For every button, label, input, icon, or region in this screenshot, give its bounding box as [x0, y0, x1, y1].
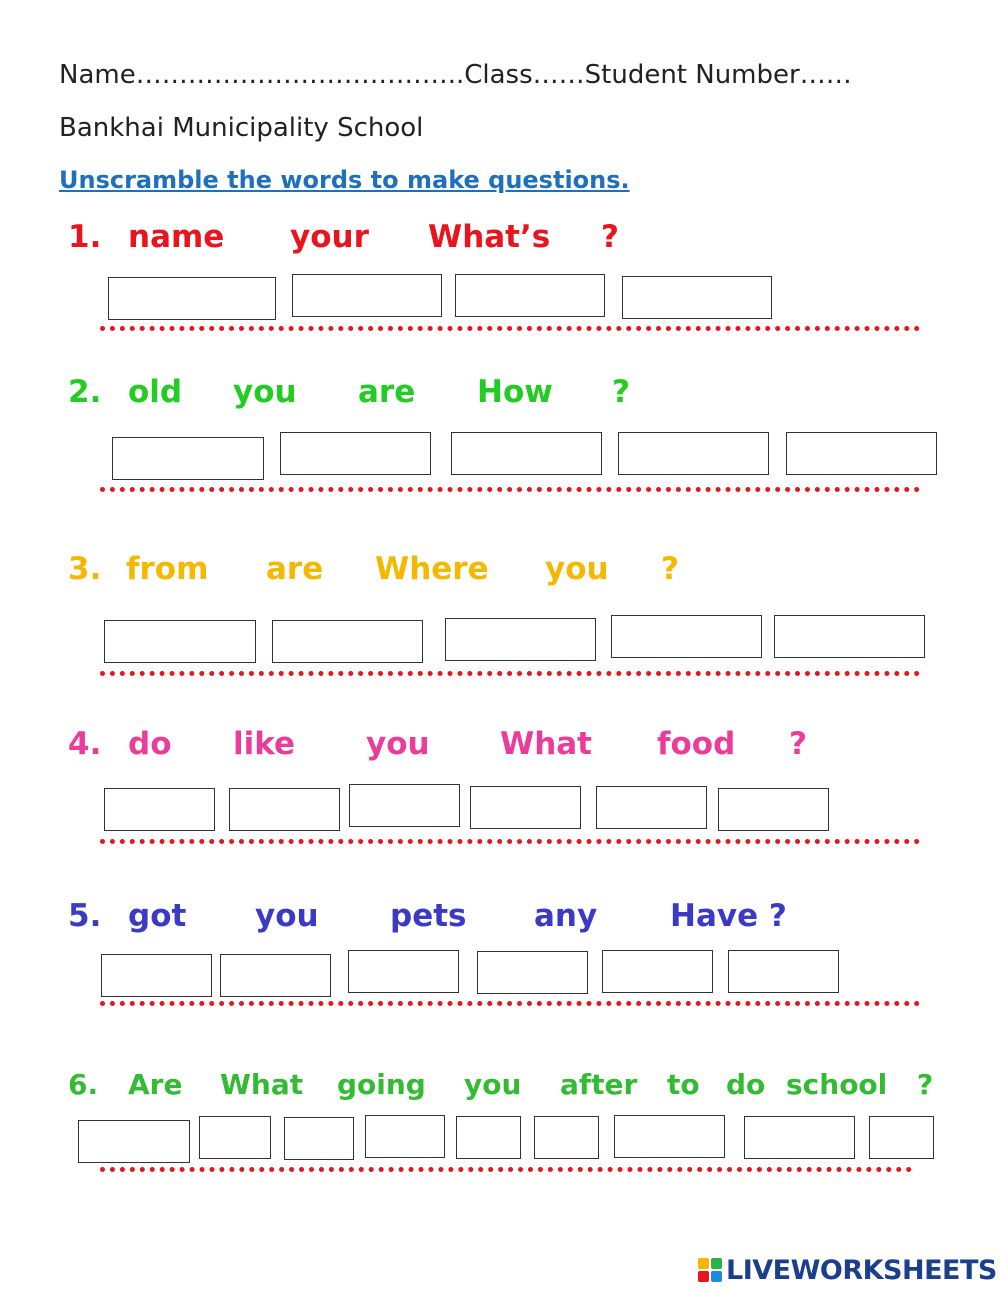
answer-box[interactable] — [108, 277, 276, 320]
answer-dotted-line — [100, 671, 920, 676]
answer-box[interactable] — [292, 274, 442, 317]
brand-text: LIVEWORKSHEETS — [726, 1254, 997, 1286]
answer-box[interactable] — [718, 788, 829, 831]
scrambled-word: ? — [601, 219, 619, 255]
answer-box[interactable] — [728, 950, 839, 993]
name-class-number-line: Name………………………………..Class……Student Number…… — [59, 60, 852, 90]
answer-box[interactable] — [284, 1117, 354, 1160]
scrambled-word: from — [126, 551, 209, 587]
answer-box[interactable] — [614, 1115, 725, 1158]
answer-box[interactable] — [596, 786, 707, 829]
answer-box[interactable] — [280, 432, 431, 475]
answer-dotted-line — [100, 1167, 912, 1172]
answer-box[interactable] — [445, 618, 596, 661]
scrambled-word: you — [255, 898, 319, 934]
scrambled-word: going — [337, 1068, 426, 1101]
answer-box[interactable] — [470, 786, 581, 829]
scrambled-word: any — [534, 898, 598, 934]
answer-box[interactable] — [451, 432, 602, 475]
answer-box[interactable] — [104, 788, 215, 831]
answer-box[interactable] — [272, 620, 423, 663]
answer-box[interactable] — [101, 954, 212, 997]
scrambled-word: ? — [612, 374, 630, 410]
answer-dotted-line — [100, 1001, 920, 1006]
question-number: 1. — [68, 219, 102, 255]
scrambled-word: ? — [661, 551, 679, 587]
scrambled-word: you — [464, 1068, 522, 1101]
answer-box[interactable] — [534, 1116, 599, 1159]
answer-box[interactable] — [869, 1116, 934, 1159]
scrambled-word: pets — [390, 898, 467, 934]
answer-box[interactable] — [618, 432, 769, 475]
scrambled-word: food — [657, 726, 736, 762]
answer-box[interactable] — [455, 274, 605, 317]
scrambled-word: are — [266, 551, 324, 587]
answer-box[interactable] — [348, 950, 459, 993]
answer-box[interactable] — [104, 620, 256, 663]
scrambled-word: What — [500, 726, 593, 762]
scrambled-word: are — [358, 374, 416, 410]
answer-dotted-line — [100, 326, 920, 331]
scrambled-word: Are — [128, 1068, 183, 1101]
answer-box[interactable] — [602, 950, 713, 993]
question-number: 5. — [68, 898, 102, 934]
scrambled-word: What — [220, 1068, 304, 1101]
question-number: 4. — [68, 726, 102, 762]
answer-box[interactable] — [456, 1116, 521, 1159]
scrambled-word: Have ? — [670, 898, 787, 934]
scrambled-word: name — [128, 219, 225, 255]
instruction-heading: Unscramble the words to make questions. — [59, 166, 630, 194]
question-number: 6. — [68, 1068, 99, 1101]
scrambled-word: to — [667, 1068, 700, 1101]
scrambled-word: Where — [375, 551, 489, 587]
answer-box[interactable] — [78, 1120, 190, 1163]
answer-dotted-line — [100, 487, 920, 492]
answer-box[interactable] — [744, 1116, 855, 1159]
scrambled-word: got — [128, 898, 187, 934]
answer-box[interactable] — [477, 951, 588, 994]
scrambled-word: What’s — [428, 219, 551, 255]
answer-box[interactable] — [199, 1116, 271, 1159]
answer-box[interactable] — [112, 437, 264, 480]
question-number: 3. — [68, 551, 102, 587]
answer-box[interactable] — [611, 615, 762, 658]
scrambled-word: you — [233, 374, 297, 410]
scrambled-word: ? — [917, 1068, 934, 1101]
scrambled-word: like — [233, 726, 296, 762]
scrambled-word: ? — [789, 726, 807, 762]
scrambled-word: do — [726, 1068, 766, 1101]
scrambled-word: after — [560, 1068, 638, 1101]
scrambled-word: you — [545, 551, 609, 587]
answer-dotted-line — [100, 839, 920, 844]
answer-box[interactable] — [220, 954, 331, 997]
answer-box[interactable] — [365, 1115, 445, 1158]
question-number: 2. — [68, 374, 102, 410]
scrambled-word: your — [290, 219, 369, 255]
answer-box[interactable] — [229, 788, 340, 831]
answer-box[interactable] — [774, 615, 925, 658]
school-name: Bankhai Municipality School — [59, 113, 424, 143]
liveworksheets-logo-icon — [698, 1258, 722, 1282]
scrambled-word: school — [786, 1068, 888, 1101]
scrambled-word: old — [128, 374, 183, 410]
scrambled-word: do — [128, 726, 172, 762]
answer-box[interactable] — [786, 432, 937, 475]
liveworksheets-brand — [698, 1255, 997, 1285]
scrambled-word: How — [477, 374, 553, 410]
answer-box[interactable] — [349, 784, 460, 827]
scrambled-word: you — [366, 726, 430, 762]
answer-box[interactable] — [622, 276, 772, 319]
